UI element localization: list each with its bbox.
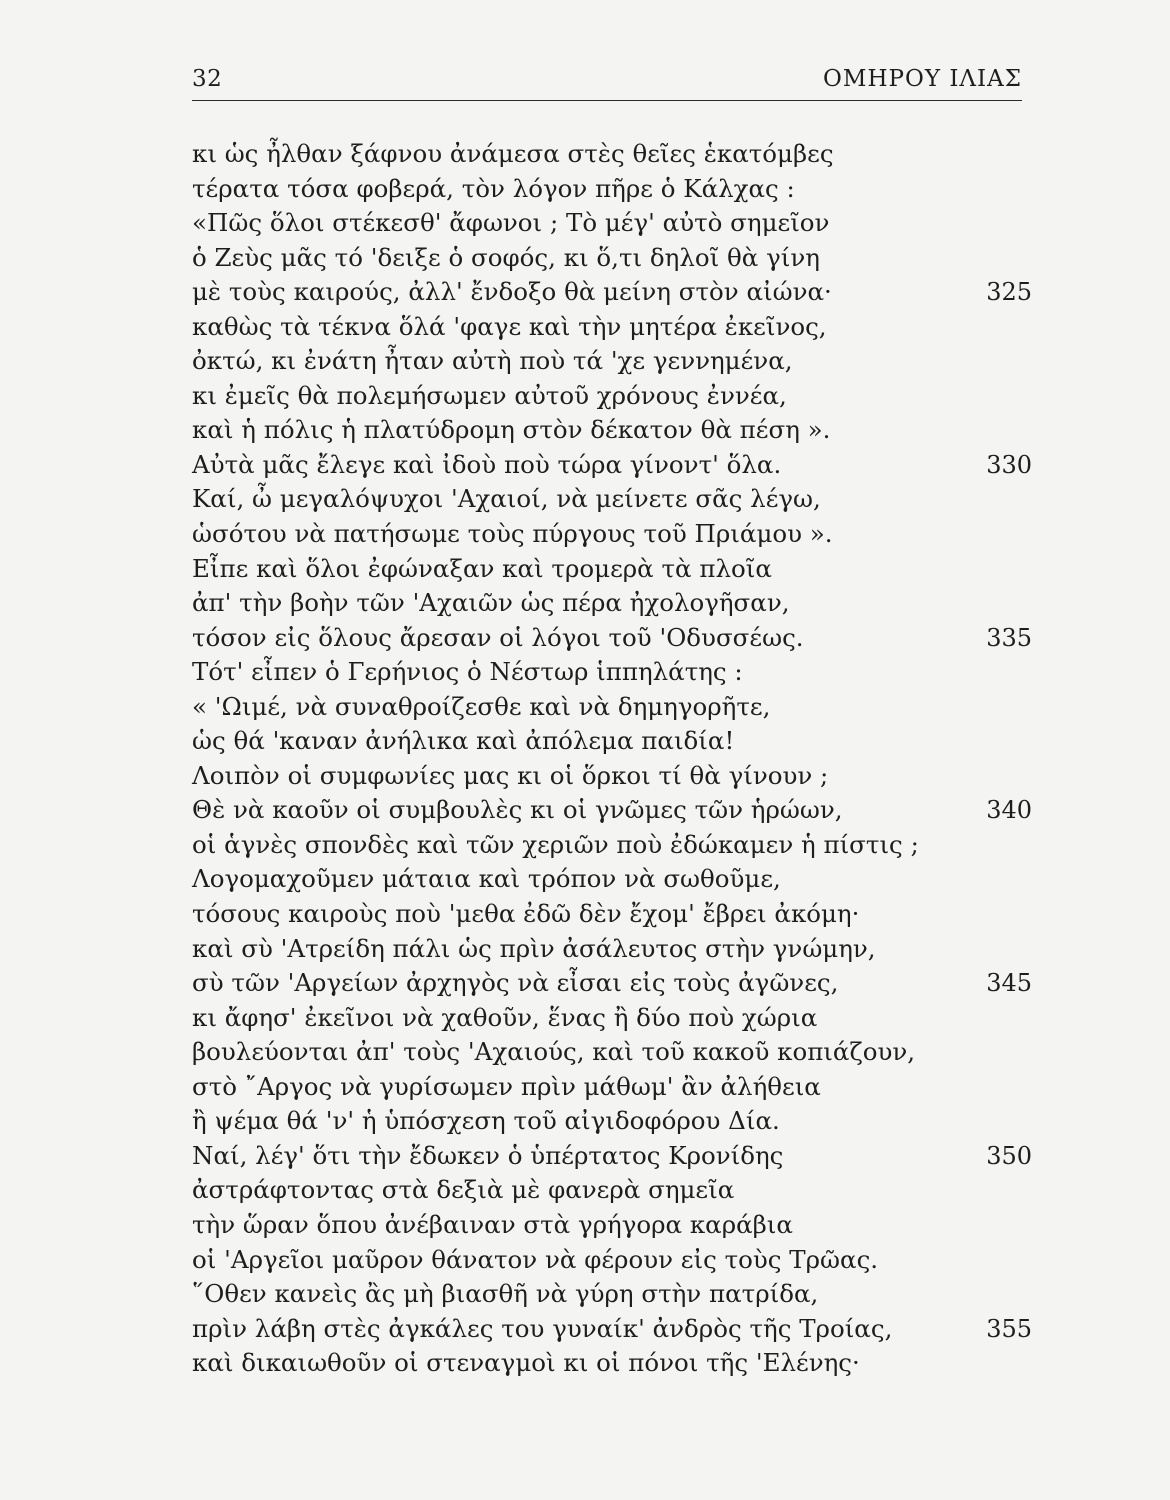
verse-text: Εἶπε καὶ ὅλοι ἐφώναξαν καὶ τρομερὰ τὰ πλοῖα	[192, 553, 772, 583]
verse-line	[192, 1346, 1032, 1381]
verse-text: στὸ ῎Αργος νὰ γυρίσωμεν πρὶν μάθωμ' ἂν ἀλήθεια	[192, 1071, 821, 1101]
verse-text: Ναί, λέγ' ὅτι τὴν ἔδωκεν ὁ ὑπέρτατος Κρονίδης	[192, 1140, 784, 1170]
verse-line	[192, 241, 1032, 276]
verse-text: κι ὡς ἦλθαν ξάφνου ἀνάμεσα στὲς θεῖες ἑκατόμβες	[192, 139, 834, 168]
verse-line	[192, 1277, 1032, 1312]
verse-text: πρὶν λάβη στὲς ἀγκάλες του γυναίκ' ἀνδρὸς τῆς Τροίας,	[192, 1313, 893, 1343]
verse-text: Καί, ὦ μεγαλόψυχοι 'Αχαιοί, νὰ μείνετε σᾶς λέγω,	[192, 484, 821, 514]
verse-text: καὶ ἡ πόλις ἡ πλατύδρομη στὸν δέκατον θὰ πέση ».	[192, 415, 831, 445]
line-number: 330	[986, 450, 1032, 479]
verse-line	[192, 621, 1032, 656]
verse-text: ὡς θά 'καναν ἀνήλικα καὶ ἀπόλεμα παιδία!	[192, 726, 735, 756]
verse-line	[192, 482, 1032, 517]
verse-line	[192, 206, 1032, 241]
line-number: 350	[986, 1141, 1032, 1170]
verse-text: ἀπ' τὴν βοὴν τῶν 'Αχαιῶν ὡς πέρα ἠχολογῆσαν,	[192, 588, 790, 618]
verse-line	[192, 1104, 1032, 1139]
verse-text: κι ἐμεῖς θὰ πολεμήσωμεν αὐτοῦ χρόνους ἐννέα,	[192, 380, 787, 410]
verse-line	[192, 793, 1032, 828]
line-number: 340	[986, 796, 1032, 825]
line-number: 345	[986, 969, 1032, 998]
verse-text: ὀκτώ, κι ἐνάτη ἦταν αὐτὴ ποὺ τά 'χε γεννημένα,	[192, 346, 793, 376]
verse-text: καὶ δικαιωθοῦν οἱ στεναγμοὶ κι οἱ πόνοι τῆς 'Ελένης·	[192, 1348, 860, 1378]
verse-text: σὺ τῶν 'Αργείων ἀρχηγὸς νὰ εἶσαι εἰς τοὺς ἀγῶνες,	[192, 968, 839, 998]
verse-text: οἱ 'Αργεῖοι μαῦρον θάνατον νὰ φέρουν εἰς τοὺς Τρῶας.	[192, 1244, 879, 1274]
line-number: 325	[986, 278, 1032, 307]
verse-line	[192, 448, 1032, 483]
page-number: 32	[192, 66, 223, 92]
verse-line	[192, 172, 1032, 207]
verse-text: ἀστράφτοντας στὰ δεξιὰ μὲ φανερὰ σημεῖα	[192, 1175, 735, 1205]
verse-line	[192, 379, 1032, 414]
verse-line	[192, 932, 1032, 967]
verse-line	[192, 552, 1032, 587]
verse-line	[192, 759, 1032, 794]
verse-text: Λογομαχοῦμεν μάταια καὶ τρόπον νὰ σωθοῦμε,	[192, 864, 781, 894]
verse-text: ἢ ψέμα θά 'ν' ἡ ὑπόσχεση τοῦ αἰγιδοφόρου Δία.	[192, 1106, 780, 1136]
line-number: 335	[986, 623, 1032, 652]
verse-line	[192, 413, 1032, 448]
verse-line	[192, 275, 1032, 310]
verse-line	[192, 1208, 1032, 1243]
verse-line	[192, 137, 1032, 172]
verse-text: κι ἄφησ' ἐκεῖνοι νὰ χαθοῦν, ἕνας ἢ δύο ποὺ χώρια	[192, 1002, 818, 1032]
verse-text: Τότ' εἶπεν ὁ Γερήνιος ὁ Νέστωρ ἱππηλάτης :	[192, 657, 743, 687]
verse-line	[192, 897, 1032, 932]
verse-line	[192, 724, 1032, 759]
verse-line	[192, 690, 1032, 725]
verse-line	[192, 1243, 1032, 1278]
verse-text: Αὐτὰ μᾶς ἔλεγε καὶ ἰδοὺ ποὺ τώρα γίνοντ' ὅλα.	[192, 449, 782, 479]
verse-line	[192, 1173, 1032, 1208]
verse-text: ὡσότου νὰ πατήσωμε τοὺς πύργους τοῦ Πριάμου ».	[192, 519, 833, 549]
verse-text: Λοιπὸν οἱ συμφωνίες μας κι οἱ ὅρκοι τί θὰ γίνουν ;	[192, 760, 829, 790]
verse-line	[192, 655, 1032, 690]
verse-line	[192, 310, 1032, 345]
running-head: ΟΜΗΡΟΥ ΙΛΙΑΣ	[823, 66, 1022, 92]
verse-line	[192, 344, 1032, 379]
verse-line	[192, 1001, 1032, 1036]
verse-line	[192, 862, 1032, 897]
verse-line	[192, 1139, 1032, 1174]
verse-text: ὁ Ζεὺς μᾶς τό 'δειξε ὁ σοφός, κι ὅ,τι δηλοῖ θὰ γίνη	[192, 242, 820, 272]
verse-line	[192, 517, 1032, 552]
verse-text: μὲ τοὺς καιρούς, ἀλλ' ἔνδοξο θὰ μείνη στὸν αἰώνα·	[192, 277, 832, 307]
verse-text: ῞Οθεν κανεὶς ἂς μὴ βιασθῆ νὰ γύρη στὴν πατρίδα,	[192, 1279, 819, 1309]
verse-line	[192, 1070, 1032, 1105]
verse-text: « 'Ωιμέ, νὰ συναθροίζεσθε καὶ νὰ δημηγορῆτε,	[192, 691, 771, 721]
verse-text: «Πῶς ὅλοι στέκεσθ' ἄφωνοι ; Τὸ μέγ' αὐτὸ σημεῖον	[192, 208, 830, 238]
verse-line	[192, 1035, 1032, 1070]
verse-text: τέρατα τόσα φοβερά, τὸν λόγον πῆρε ὁ Κάλχας :	[192, 173, 795, 203]
verse-line	[192, 966, 1032, 1001]
verse-text: καθὼς τὰ τέκνα ὅλά 'φαγε καὶ τὴν μητέρα ἐκεῖνος,	[192, 311, 827, 341]
verse-text: τόσους καιροὺς ποὺ 'μεθα ἐδῶ δὲν ἔχομ' ἔβρει ἀκόμη·	[192, 899, 860, 929]
verse-line	[192, 586, 1032, 621]
line-number: 355	[986, 1314, 1032, 1343]
verse-block	[192, 137, 1032, 1381]
verse-line	[192, 1312, 1032, 1347]
page-header	[192, 64, 1022, 101]
verse-text: οἱ ἁγνὲς σπονδὲς καὶ τῶν χεριῶν ποὺ ἐδώκαμεν ἡ πίστις ;	[192, 829, 919, 859]
verse-text: τόσον εἰς ὅλους ἄρεσαν οἱ λόγοι τοῦ 'Οδυσσέως.	[192, 622, 804, 652]
verse-text: Θὲ νὰ καοῦν οἱ συμβουλὲς κι οἱ γνῶμες τῶν ἡρώων,	[192, 795, 843, 825]
verse-text: καὶ σὺ 'Ατρείδη πάλι ὡς πρὶν ἀσάλευτος στὴν γνώμην,	[192, 933, 876, 963]
verse-text: τὴν ὥραν ὅπου ἀνέβαιναν στὰ γρήγορα καράβια	[192, 1209, 793, 1239]
verse-text: βουλεύονται ἀπ' τοὺς 'Αχαιούς, καὶ τοῦ κακοῦ κοπιάζουν,	[192, 1037, 916, 1067]
verse-line	[192, 828, 1032, 863]
